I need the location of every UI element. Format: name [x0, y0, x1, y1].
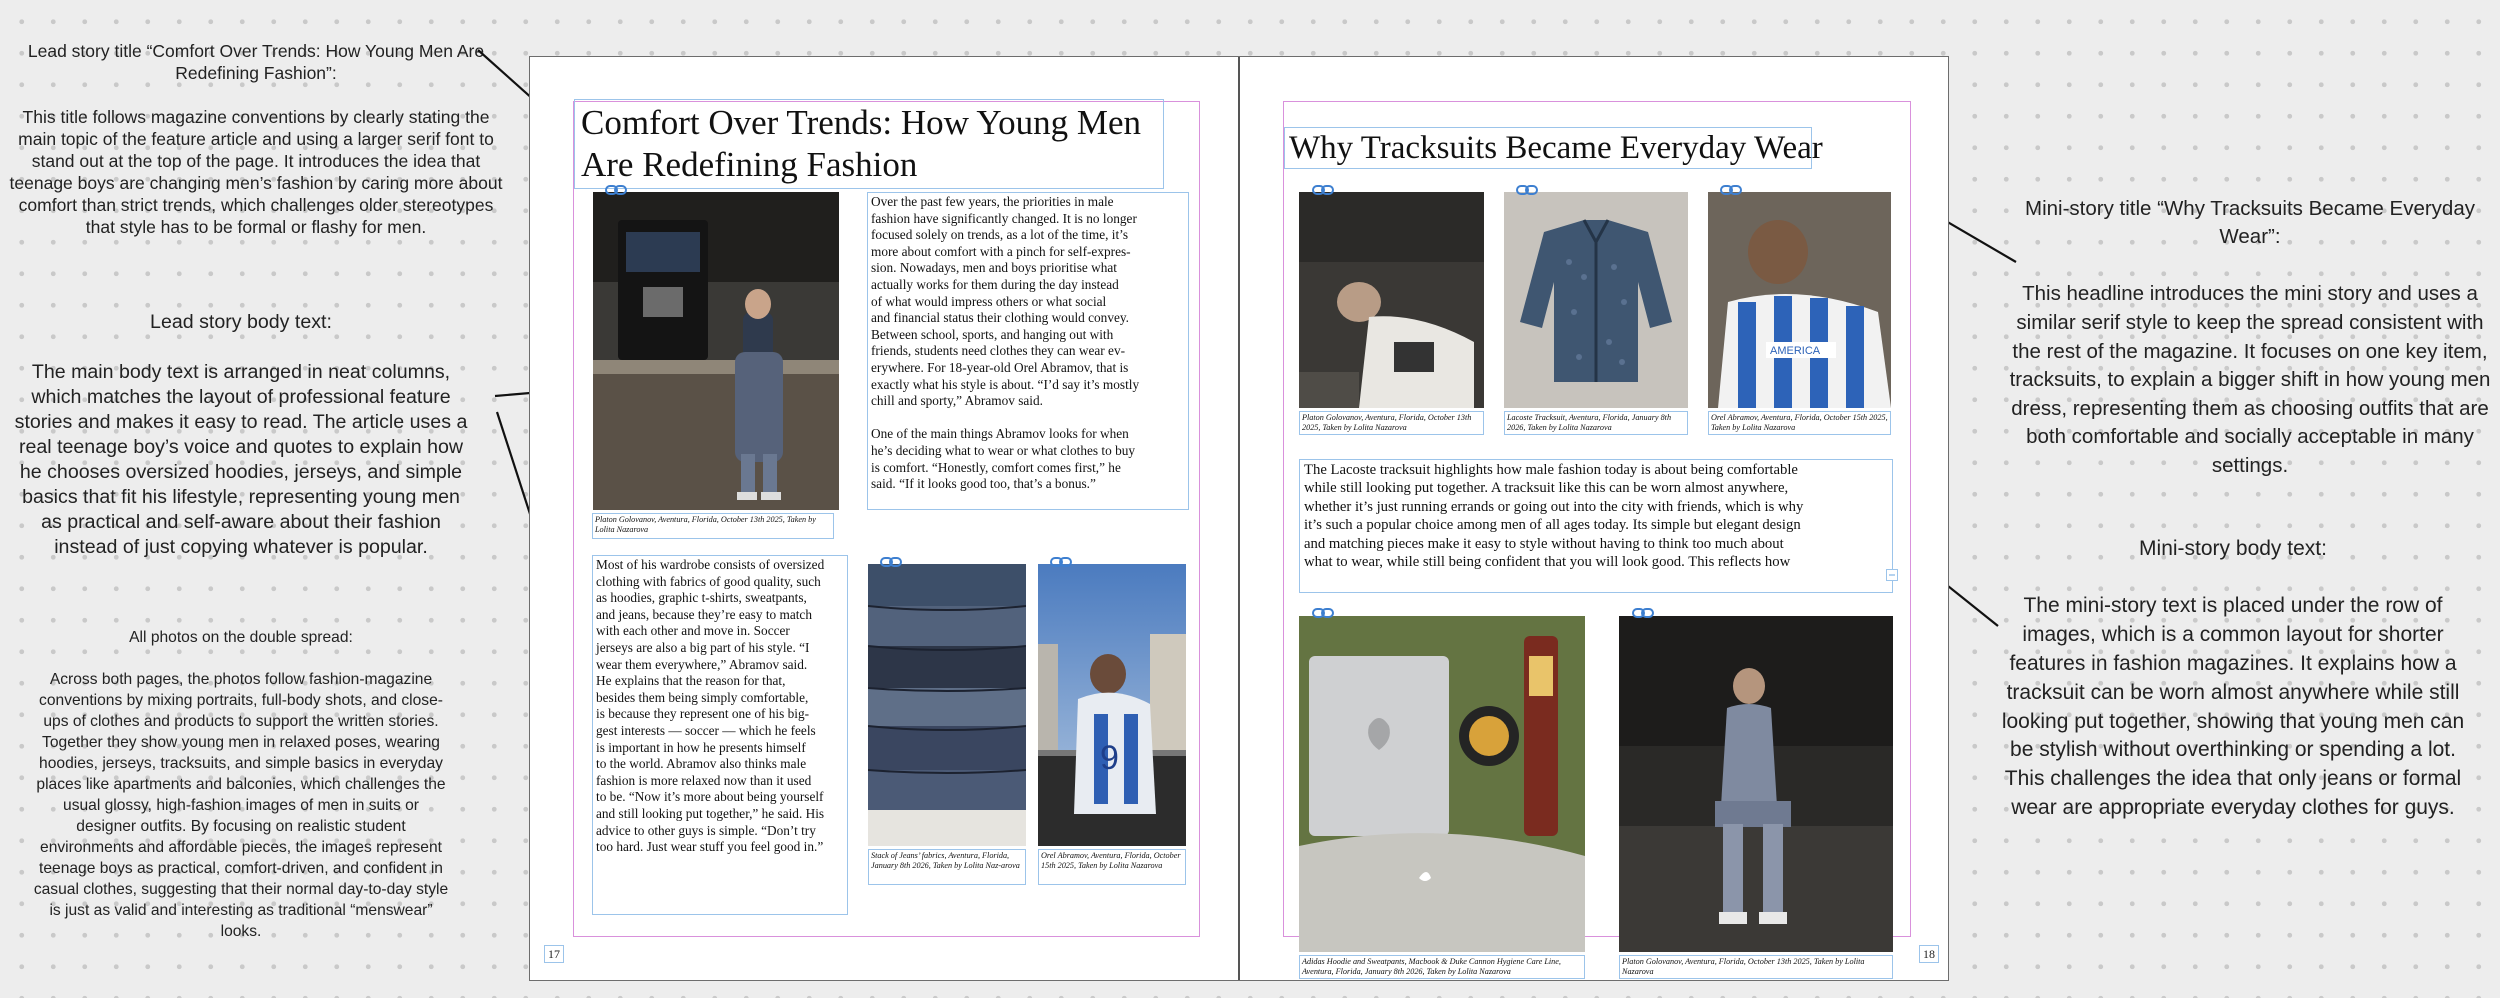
photo-hoodie-flatlay[interactable] [1299, 616, 1585, 952]
caption-photo-5: Platon Golovanov, Aventura, Florida, October 13th 2025, Taken by Lolita Nazarova [1619, 955, 1893, 979]
photo-jeans-stack[interactable] [868, 564, 1026, 846]
link-icon[interactable] [1632, 607, 1654, 619]
lead-body-column-2[interactable]: Most of his wardrobe consists of oversized clothing with fabrics of good quality, such as hoodies, graphic t-shirts, sweatpants, and jeans, because they’re easy to match with each other and move in. Soccer jerseys are also a big part of his style. “I wear them everywhere,” Abramov said. He explains that the reason for that, besides them being simply comfortable, is because they represent one of his big- gest interests — soccer — which he feels is important in how he presents himself to the world. Abramov also thinks male fashion is more relaxed now than it used to be. “Now it’s more about being yourself and still looking put together,” he said. His advice to other guys is simple. “Don’t try too hard. Just wear stuff you feel good in.” [592, 555, 848, 915]
magazine-spread [530, 57, 1948, 980]
photo-balcony-image [1038, 564, 1186, 846]
annotation-body: This title follows magazine conventions by clearly stating the main topic of the feature article and using a larger serif font to stand out at the top of the page. It introduces the idea that teenage boys are changing men’s fashion by caring more about comfort than strict trends, which challenges older stereotypes that style has to be formal or flashy for men. [9, 107, 503, 237]
lead-story-title[interactable]: Comfort Over Trends: How Young Men Are Redefining Fashion [574, 99, 1164, 189]
page-number-right: 18 [1919, 945, 1939, 963]
page-number-left: 17 [544, 945, 564, 963]
annotation-body: This headline introduces the mini story and uses a similar serif style to keep the spread consistent with the rest of the magazine. It focuses on one key item, tracksuits, to explain a bigger shift in how young men dress, representing them as choosing outfits that are both comfortable and socially acceptable in many settings. [2009, 282, 2491, 477]
photo-seated-image [1619, 616, 1893, 952]
spread-spine [1238, 57, 1240, 980]
link-icon[interactable] [880, 556, 902, 568]
link-icon[interactable] [1312, 184, 1334, 196]
annotation-lead-title [8, 18, 504, 260]
photo-lacoste-image [1504, 192, 1688, 408]
photo-full-body-seated[interactable] [1619, 616, 1893, 952]
photo-jersey-portrait[interactable] [1708, 192, 1891, 408]
svg-text:9: 9 [1100, 739, 1119, 777]
caption-photo-1: Platon Golovanov, Aventura, Florida, October 13th 2025, Taken by Lolita Nazarova [1299, 411, 1484, 435]
annotation-heading: All photos on the double spread: [129, 629, 353, 646]
annotation-body: Across both pages, the photos follow fashion-magazine conventions by mixing portraits, full-body shots, and close-ups of clothes and products to support the written stories. Together they show young men in relaxed poses, wearing hoodies, jerseys, tracksuits, and simple basics in everyday places like apartments and balconies, which challenges the usual glossy, high-fashion images of men in suits or designer outfits. By focusing on realistic student environments and affordable pieces, the images represent teenage boys as practical, comfort-driven, and confident in casual clothes, suggesting that their normal day-to-day style is just as valid and interesting as traditional “menswear” looks. [33, 671, 449, 940]
link-icon[interactable] [1050, 556, 1072, 568]
caption-photo-4: Adidas Hoodie and Sweatpants, Macbook & Duke Cannon Hygiene Care Line, Aventura, Florida, January 8th 2026, Taken by Lolita Nazarova [1299, 955, 1585, 979]
photo-jeans-image [868, 564, 1026, 846]
photo-flatlay-image [1299, 616, 1585, 952]
link-icon[interactable] [1312, 607, 1334, 619]
photo-kitchen-image [593, 192, 839, 510]
caption-photo-3: Orel Abramov, Aventura, Florida, October 15th 2025, Taken by Lolita Nazarova [1708, 411, 1891, 435]
overset-text-icon[interactable] [1886, 569, 1898, 581]
annotation-lead-body [12, 285, 470, 585]
caption-balcony: Orel Abramov, Aventura, Florida, October 15th 2025, Taken by Lolita Nazarova [1038, 849, 1186, 885]
link-icon[interactable] [605, 184, 627, 196]
annotation-heading: Lead story body text: [150, 311, 332, 333]
annotation-all-photos [32, 606, 450, 963]
annotation-heading: Lead story title “Comfort Over Trends: How Young Men Are Redefining Fashion”: [27, 41, 485, 83]
svg-text:AMERICA: AMERICA [1770, 345, 1821, 357]
caption-kitchen: Platon Golovanov, Aventura, Florida, October 13th 2025, Taken by Lolita Nazarova [592, 513, 834, 539]
photo-jersey-image [1708, 192, 1891, 408]
photo-couch-image [1299, 192, 1484, 408]
mini-story-body[interactable]: The Lacoste tracksuit highlights how male fashion today is about being comfortable while still looking put together. A tracksuit like this can be worn almost anywhere, whether it’s just running errands or going out into the city with friends, which is why it’s such a popular choice among men of all ages today. Its simple but elegant design and matching pieces make it easy to style without having to think too much about what to wear, while still being confident that you will look good. This reflects how [1299, 459, 1893, 593]
link-icon[interactable] [1516, 184, 1538, 196]
annotation-mini-body [1996, 506, 2470, 852]
annotation-heading: Mini-story title “Why Tracksuits Became Everyday Wear”: [2025, 196, 2475, 249]
photo-kitchen-portrait[interactable] [593, 192, 839, 510]
link-icon[interactable] [1720, 184, 1742, 196]
mini-story-title[interactable]: Why Tracksuits Became Everyday Wear [1284, 127, 1812, 169]
annotation-mini-title [2005, 166, 2495, 509]
caption-photo-2: Lacoste Tracksuit, Aventura, Florida, January 8th 2026, Taken by Lolita Nazarova [1504, 411, 1688, 435]
annotation-heading: Mini-story body text: [2139, 536, 2327, 560]
photo-lacoste-tracksuit[interactable] [1504, 192, 1688, 408]
lead-body-column-1[interactable]: Over the past few years, the priorities in male fashion have significantly changed. It is no longer focused solely on trends, as a lot of the time, it’s more about comfort with a pinch for self-expres- sion. Nowadays, men and boys prioritise what actually works for them during the day instead of what would impress others or what social and financial status their clothing would convey. Between school, sports, and hanging out with friends, students need clothes they can wear ev- erywhere. For 18-year-old Orel Abramov, that is exactly what his style is about. “I’d say it’s mostly chill and sporty,” Abramov said. One of the main things Abramov looks for when he’s deciding what to wear or what clothes to buy is comfort. “Honestly, comfort comes first,” he said. “If it looks good too, that’s a bonus.” [867, 192, 1189, 510]
caption-jeans: Stack of Jeans’ fabrics, Aventura, Florida, January 8th 2026, Taken by Lolita Naz-arova [868, 849, 1026, 885]
annotation-body: The mini-story text is placed under the row of images, which is a common layout for shorter features in fashion magazines. It explains how a tracksuit can be worn almost anywhere while still looking put together, showing that young men can be stylish without overthinking or spending a lot. This challenges the idea that only jeans or formal wear are appropriate everyday clothes for guys. [2001, 594, 2465, 819]
annotation-body: The main body text is arranged in neat columns, which matches the layout of professional feature stories and makes it easy to read. The article uses a real teenage boy’s voice and quotes to explain how he chooses oversized hoodies, jerseys, and simple basics that fit his lifestyle, representing young men as practical and self-aware about their fashion instead of just copying whatever is popular. [14, 361, 468, 558]
photo-couch-portrait[interactable] [1299, 192, 1484, 408]
photo-balcony[interactable] [1038, 564, 1186, 846]
